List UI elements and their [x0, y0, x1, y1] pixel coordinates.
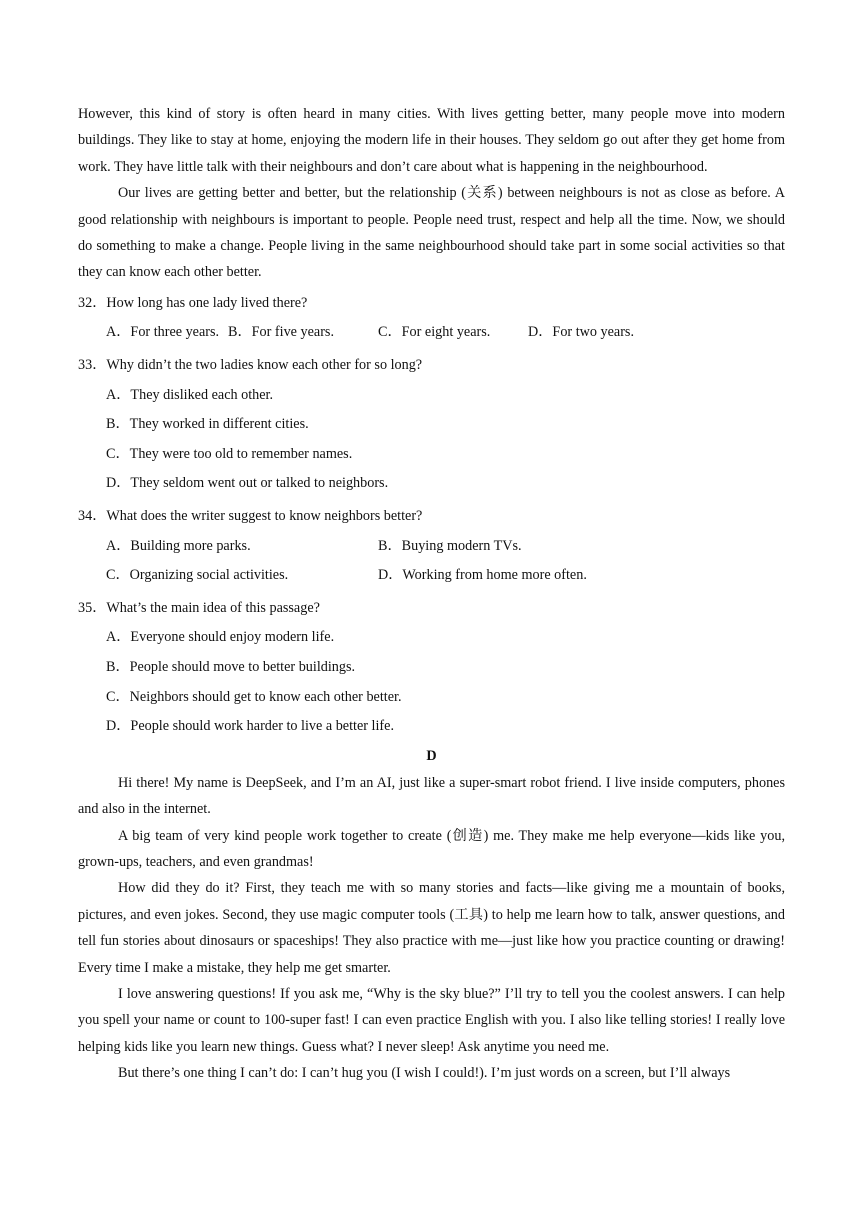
option-d[interactable]: D．People should work harder to live a better life.	[106, 718, 395, 735]
option-c[interactable]: C．They were too old to remember names.	[106, 445, 353, 462]
question-33	[78, 348, 785, 499]
option-d[interactable]: D．Working from home more often.	[378, 567, 587, 584]
question-35	[78, 591, 785, 742]
passage-d-paragraph-5: But there’s one thing I can’t do: I can’t hug you (I wish I could!). I’m just words on a screen, but I’ll always	[118, 1065, 731, 1082]
passage-d-paragraph-1: Hi there! My name is DeepSeek, and I’m an AI, just like a super-smart robot friend. I live inside computers, phones and also in the internet.	[78, 774, 785, 818]
option-a[interactable]: A．Everyone should enjoy modern life.	[106, 629, 335, 646]
exam-page	[78, 101, 785, 1087]
section-d-heading: D	[426, 747, 437, 764]
passage-d-paragraph-2: A big team of very kind people work together to create (创造) me. They make me help everyone—kids like you, grown-ups, teachers, and even grandmas!	[78, 827, 785, 870]
option-c[interactable]: C．Neighbors should get to know each other better.	[106, 688, 402, 705]
option-c[interactable]: C．Organizing social activities.	[106, 567, 289, 584]
question-stem: 33．Why didn’t the two ladies know each other for so long?	[78, 357, 423, 374]
option-d[interactable]: D．They seldom went out or talked to neighbors.	[106, 475, 389, 492]
option-a[interactable]: A．For three years.	[106, 324, 220, 341]
passage-d-paragraph-3: How did they do it? First, they teach me with so many stories and facts—like giving me a mountain of books, pictures, and even jokes. Second, they use magic computer tools (工具) to help me learn how to talk, answer questions, and tell fun stories about dinosaurs or spaceships! They also practice with me—just like how you practice counting or drawing! Every time I make a mistake, they help me get smarter.	[78, 880, 785, 976]
question-stem: 35．What’s the main idea of this passage?	[78, 599, 320, 616]
question-stem: 32．How long has one lady lived there?	[78, 294, 308, 311]
question-32	[78, 286, 785, 348]
question-stem: 34．What does the writer suggest to know neighbors better?	[78, 508, 423, 524]
option-b[interactable]: B．They worked in different cities.	[106, 416, 309, 433]
option-b[interactable]: B．People should move to better buildings.	[106, 658, 356, 675]
option-d[interactable]: D．For two years.	[528, 324, 634, 341]
options-row	[78, 318, 785, 348]
options-row	[78, 532, 785, 562]
passage-c-paragraph-1: However, this kind of story is often heard in many cities. With lives getting better, many people move into modern buildings. They like to stay at home, enjoying the modern life in their houses. They seldom go out after they get home from work. They have little talk with their neighbours and don’t care about what is happening in the neighbourhood.	[78, 106, 785, 175]
option-a[interactable]: A．Building more parks.	[106, 537, 251, 554]
options-row	[78, 561, 785, 591]
option-b[interactable]: B．Buying modern TVs.	[378, 537, 522, 554]
option-a[interactable]: A．They disliked each other.	[106, 386, 274, 403]
passage-d-paragraph-4: I love answering questions! If you ask me, “Why is the sky blue?” I’ll try to tell you the coolest answers. I can help you spell your name or count to 100-super fast! I can even practice English with you. I also like telling stories! I really love helping kids like you learn new things. Guess what? I never sleep! Ask anytime you need me.	[78, 986, 785, 1055]
option-b[interactable]: B．For five years.	[228, 324, 334, 341]
passage-c-paragraph-2: Our lives are getting better and better, but the relationship (关系) between neighbours is not as close as before. A good relationship with neighbours is important to people. People need trust, respect and help all the time. Now, we should do something to make a change. People living in the same neighbourhood should take part in some social activities so that they can know each other better.	[78, 185, 785, 281]
question-34	[78, 499, 785, 591]
option-c[interactable]: C．For eight years.	[378, 324, 491, 341]
